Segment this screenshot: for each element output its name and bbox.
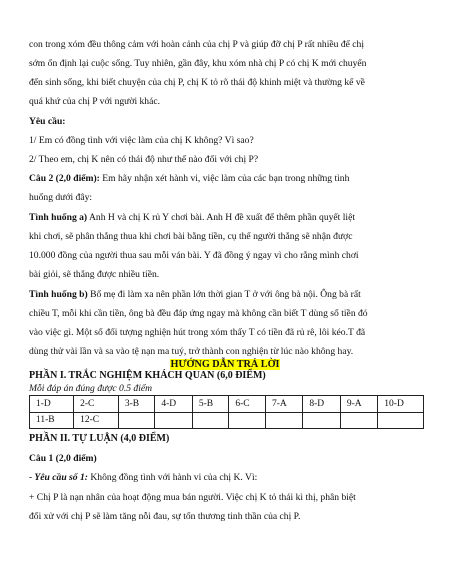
part-1-heading: PHẦN I. TRẮC NGHIỆM KHÁCH QUAN (6,0 ĐIỂM)	[29, 370, 266, 381]
table-cell: 5-B	[192, 396, 229, 413]
paragraph-line: dùng thử vài lần và sa vào tệ nạn ma tuý, trở thành con nghiện từ lúc nào không hay.	[29, 346, 354, 357]
table-cell	[265, 412, 302, 429]
part-2-question-1: Câu 1 (2,0 điểm)	[29, 453, 97, 464]
table-cell: 6-C	[229, 396, 266, 413]
paragraph-line: đến sinh sống, khi biết chuyện của chị P, chị K tỏ rõ thái độ khinh miệt và thường kể về	[29, 77, 365, 88]
table-cell	[155, 412, 192, 429]
table-cell	[229, 412, 266, 429]
situation-b-line	[29, 286, 425, 304]
question-2-intro	[29, 170, 425, 188]
situation-a-label: Tình huống a)	[29, 212, 88, 223]
table-cell	[378, 412, 424, 429]
requirement-1-text: Không đồng tình với hành vi của chị K. Vì:	[87, 472, 258, 483]
table-cell: 9-A	[340, 396, 377, 413]
table-cell: 7-A	[265, 396, 302, 413]
question-2-text: Em hãy nhận xét hành vi, việc làm của các bạn trong những tình	[99, 173, 350, 184]
table-cell	[118, 412, 155, 429]
paragraph-line: quá khứ của chị P với người khác.	[29, 96, 161, 107]
requirement-1-label: - Yêu cầu số 1:	[29, 472, 88, 483]
answer-guide-title-text: HƯỚNG DẪN TRẢ LỜI	[170, 359, 280, 370]
paragraph-line: khi chơi, sẽ phân thắng thua khi chơi bài bằng tiền, cụ thể người thắng sẽ nhận được	[29, 231, 353, 242]
table-cell: 10-D	[378, 396, 424, 413]
table-cell	[192, 412, 229, 429]
paragraph-line: + Chị P là nạn nhân của hoạt động mua bán người. Việc chị K tỏ thái kì thị, phân biệt	[29, 492, 356, 503]
table-cell: 12-C	[74, 412, 119, 429]
table-row	[30, 396, 424, 413]
situation-b-text: Bố mẹ đi làm xa nên phần lớn thời gian T ở với ông bà nội. Ông bà rất	[87, 289, 361, 300]
paragraph-line: đối xử với chị P sẽ làm tăng nỗi đau, sự tổn thương tinh thần của chị P.	[29, 511, 301, 522]
paragraph-line: huống dưới đây:	[29, 192, 93, 203]
paragraph-line: 10.000 đồng của người thua sau mỗi ván bài. Y đã đồng ý ngay vì cho rằng mình chơi	[29, 250, 359, 261]
question-2-label: Câu 2 (2,0 điểm):	[29, 173, 100, 184]
answer-key-table	[29, 395, 424, 429]
paragraph-line: con trong xóm đều thông cảm với hoàn cảnh của chị P và giúp đỡ chị P rất nhiều để chị	[29, 39, 365, 50]
table-cell: 3-B	[118, 396, 155, 413]
table-cell: 11-B	[30, 412, 74, 429]
table-cell: 1-D	[30, 396, 74, 413]
paragraph-line: sớm ổn định lại cuộc sống. Tuy nhiên, gần đây, khu xóm nhà chị P có chị K mới chuyển	[29, 58, 367, 69]
paragraph-line: bài giỏi, sẽ thắng được nhiều tiền.	[29, 269, 160, 280]
part-2-heading: PHẦN II. TỰ LUẬN (4,0 ĐIỂM)	[29, 433, 170, 444]
requirement-1-line	[29, 469, 425, 487]
table-row	[30, 412, 424, 429]
paragraph-line: vào việc gì. Một số đối tượng nghiện hút trong xóm thấy T có tiền đã rủ rê, lôi kéo.T đã	[29, 327, 366, 338]
part-1-note: Mỗi đáp án đúng được 0.5 điểm	[29, 383, 153, 394]
table-cell: 8-D	[303, 396, 340, 413]
table-cell: 2-C	[74, 396, 119, 413]
question-2: 2/ Theo em, chị K nên có thái độ như thế nào đối với chị P?	[29, 154, 259, 165]
table-cell: 4-D	[155, 396, 192, 413]
situation-a-text: Anh H và chị K rủ Y chơi bài. Anh H đề xuất để thêm phần quyết liệt	[87, 212, 355, 223]
situation-b-label: Tình huống b)	[29, 289, 88, 300]
table-cell	[303, 412, 340, 429]
question-1: 1/ Em có đồng tình với việc làm của chị K không? Vì sao?	[29, 135, 254, 146]
situation-a-line	[29, 209, 425, 227]
table-cell	[340, 412, 377, 429]
requirements-heading: Yêu cầu:	[29, 116, 66, 127]
paragraph-line: chiều T, mỗi khi cần tiền, ông bà đều đáp ứng ngay mà không cần biết T dùng số tiền đó	[29, 308, 368, 319]
